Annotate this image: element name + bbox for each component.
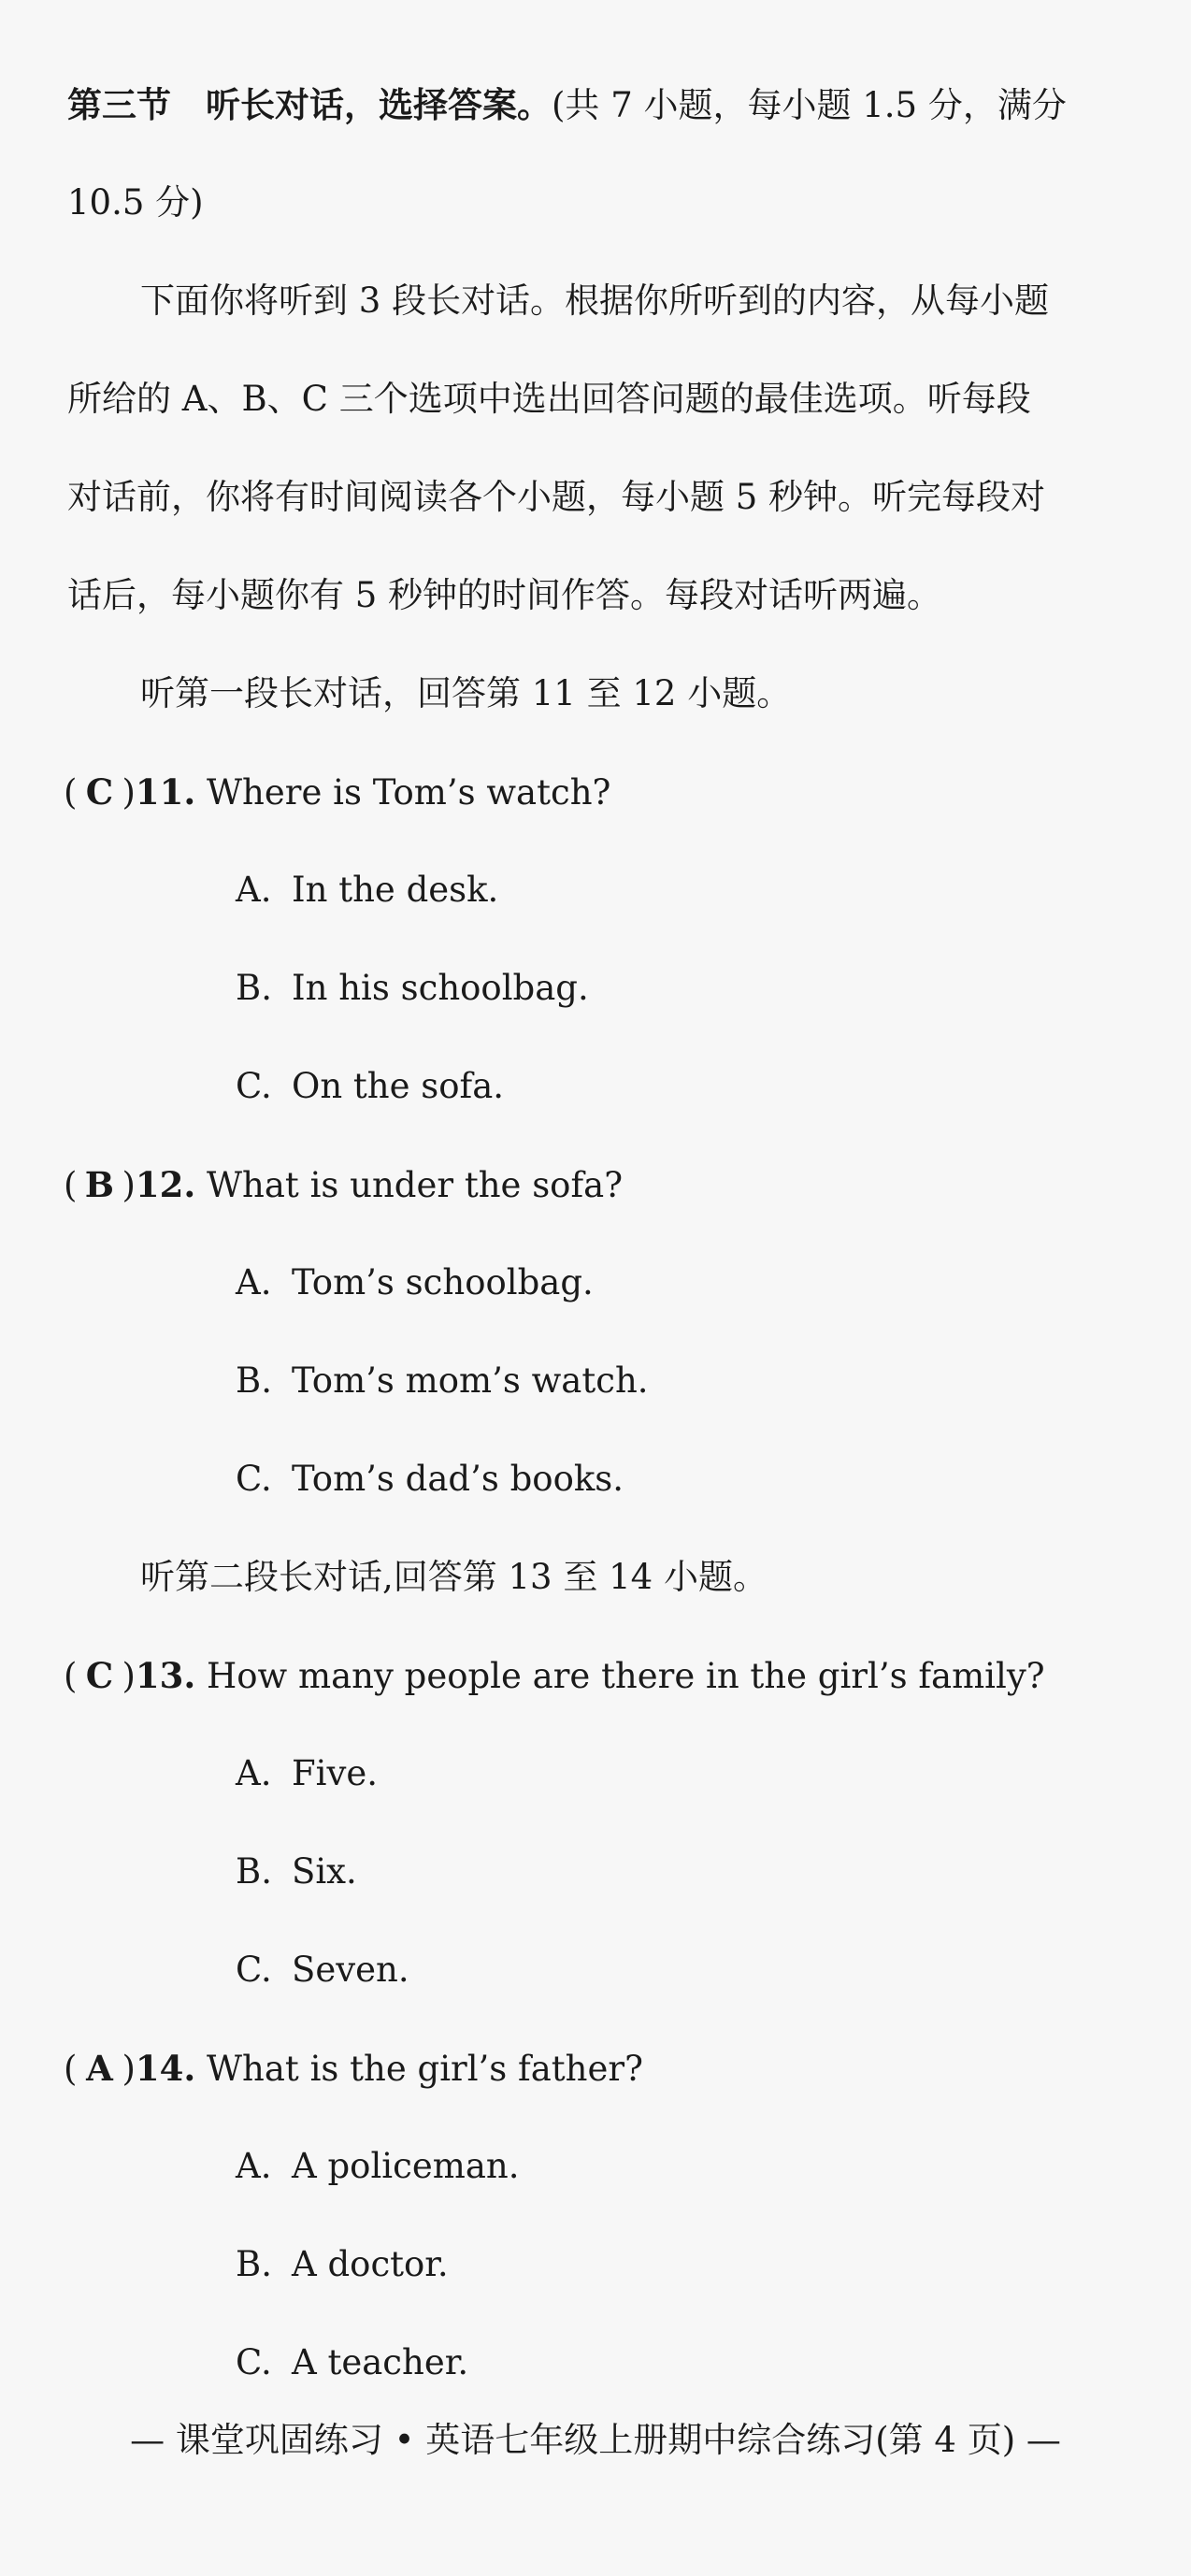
question-text: What is the girl’s father? [207,2049,643,2089]
section-scoring: (共 7 小题，每小题 1.5 分，满分 [552,85,1067,125]
dialog2-intro: 听第二段长对话,回答第 13 至 14 小题。 [140,1557,768,1597]
answer-mark: C [85,771,114,813]
question-text: What is under the sofa? [207,1165,624,1205]
instruction-line-3: 对话前，你将有时间阅读各个小题，每小题 5 秒钟。听完每段对 [67,477,1046,517]
question-11: ( C )11. Where is Tom’s watch? [64,771,611,813]
section-scoring-line2: 10.5 分) [67,182,204,223]
question-13: ( C )13. How many people are there in the girl’s family? [64,1655,1045,1696]
instruction-line-4: 话后，每小题你有 5 秒钟的时间作答。每段对话听两遍。 [67,575,942,615]
question-number: 14. [135,2048,196,2089]
question-number: 13. [135,1655,196,1696]
option-13c: C. Seven. [236,1950,409,1990]
option-13b: B. Six. [236,1851,357,1892]
option-11a: A. In the desk. [236,870,499,910]
question-14: ( A )14. What is the girl’s father? [64,2048,643,2089]
option-14b: B. A doctor. [236,2244,449,2284]
answer-mark: B [84,1164,115,1205]
option-12a: A. Tom’s schoolbag. [236,1262,594,1302]
instruction-line-1: 下面你将听到 3 段长对话。根据你所听到的内容，从每小题 [140,281,1050,321]
option-11b: B. In his schoolbag. [236,968,589,1008]
option-12c: C. Tom’s dad’s books. [236,1459,624,1499]
section-title: 第三节 听长对话，选择答案。 [67,84,552,125]
option-13a: A. Five. [236,1753,379,1793]
answer-mark: C [85,1655,114,1696]
question-number: 11. [135,771,196,813]
dialog1-intro: 听第一段长对话，回答第 11 至 12 小题。 [140,673,792,713]
question-12: ( B )12. What is under the sofa? [64,1164,624,1205]
option-14a: A. A policeman. [236,2146,520,2186]
option-11c: C. On the sofa. [236,1066,505,1106]
option-12b: B. Tom’s mom’s watch. [236,1360,649,1401]
answer-mark: A [86,2048,113,2089]
instruction-line-2: 所给的 A、B、C 三个选项中选出回答问题的最佳选项。听每段 [67,379,1031,419]
question-text: Where is Tom’s watch? [207,772,611,813]
page-footer: — 课堂巩固练习 • 英语七年级上册期中综合练习(第 4 页) — [130,2420,1061,2460]
section-heading [67,84,1139,126]
question-text: How many people are there in the girl’s family? [207,1656,1045,1696]
question-number: 12. [135,1164,196,1205]
option-14c: C. A teacher. [236,2342,469,2382]
